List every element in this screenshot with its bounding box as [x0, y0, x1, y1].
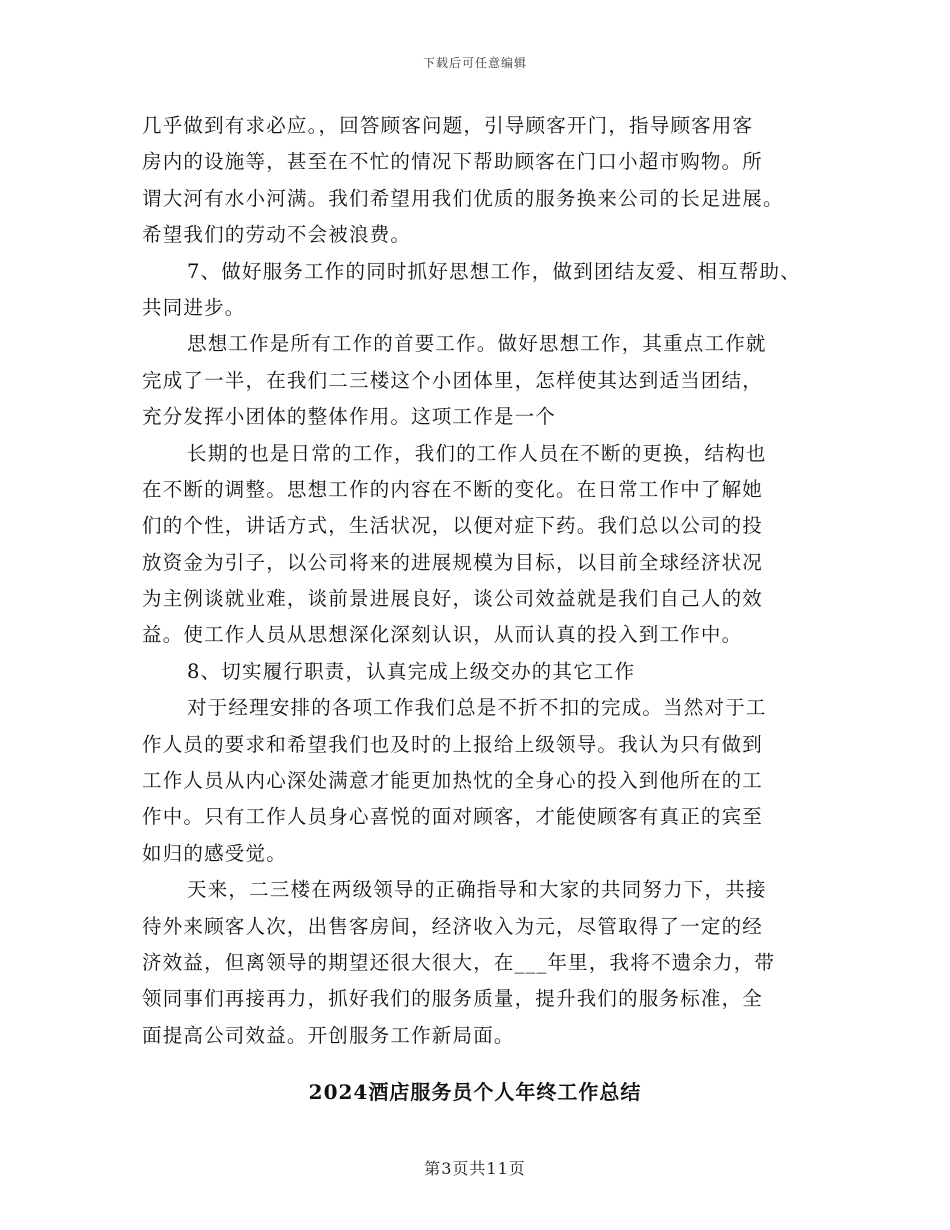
page-header: 下载后可任意编辑 — [422, 56, 527, 70]
text-line: 面提高公司效益。开创服务工作新局面。 — [142, 1023, 515, 1047]
text-line: 领同事们再接再力，抓好我们的服务质量，提升我们的服务标准，全 — [142, 987, 764, 1011]
text-line: 工作人员从内心深处满意才能更加热忱的全身心的投入到他所在的工 — [142, 769, 764, 793]
page-footer: 第3页共11页 — [424, 1159, 526, 1178]
text-line: 8、切实履行职责，认真完成上级交办的其它工作 — [187, 659, 636, 683]
text-line: 为主例谈就业难，谈前景进展良好，谈公司效益就是我们自己人的效 — [142, 587, 764, 611]
text-line: 对于经理安排的各项工作我们总是不折不扣的完成。当然对于工 — [187, 696, 767, 720]
text-line: 几乎做到有求必应。，回答顾客问题，引导顾客开门，指导顾客用客 — [142, 114, 754, 137]
text-line: 济效益，但离领导的期望还很大很大，在___年里，我将不遗余力，带 — [142, 950, 776, 974]
text-line: 如归的感受觉。 — [142, 841, 287, 865]
text-line: 思想工作是所有工作的首要工作。做好思想工作，其重点工作就 — [187, 332, 767, 356]
text-line: 作人员的要求和希望我们也及时的上报给上级领导。我认为只有做到 — [142, 732, 764, 756]
text-line: 在不断的调整。思想工作的内容在不断的变化。在日常工作中了解她 — [142, 477, 764, 501]
text-line: 益。使工作人员从思想深化深刻认识，从而认真的投入到工作中。 — [142, 623, 743, 647]
text-line: 谓大河有水小河满。我们希望用我们优质的服务换来公司的长足进展。 — [142, 186, 784, 210]
text-line: 7、做好服务工作的同时抓好思想工作，做到团结友爱、相互帮助、 — [187, 259, 801, 283]
text-line: 充分发挥小团体的整体作用。这项工作是一个 — [142, 405, 557, 429]
text-line: 作中。只有工作人员身心喜悦的面对顾客，才能使顾客有真正的宾至 — [142, 805, 764, 829]
text-line: 待外来顾客人次，出售客房间，经济收入为元，尽管取得了一定的经 — [142, 914, 764, 938]
text-line: 希望我们的劳动不会被浪费。 — [142, 223, 412, 247]
text-line: 长期的也是日常的工作，我们的工作人员在不断的更换，结构也 — [187, 441, 767, 465]
text-line: 房内的设施等，甚至在不忙的情况下帮助顾客在门口小超市购物。所 — [142, 150, 764, 174]
text-line: 天来，二三楼在两级领导的正确指导和大家的共同努力下，共接 — [187, 878, 767, 902]
text-line: 放资金为引子，以公司将来的进展规模为目标，以目前全球经济状况 — [142, 550, 764, 574]
body-text — [142, 108, 832, 1054]
text-line: 完成了一半，在我们二三楼这个小团体里，怎样使其达到适当团结， — [142, 368, 764, 392]
text-line: 们的个性，讲话方式，生活状况，以便对症下药。我们总以公司的投 — [142, 514, 764, 538]
section-title: 2024酒店服务员个人年终工作总结 — [308, 1080, 642, 1104]
text-line: 共同进步。 — [142, 295, 246, 319]
